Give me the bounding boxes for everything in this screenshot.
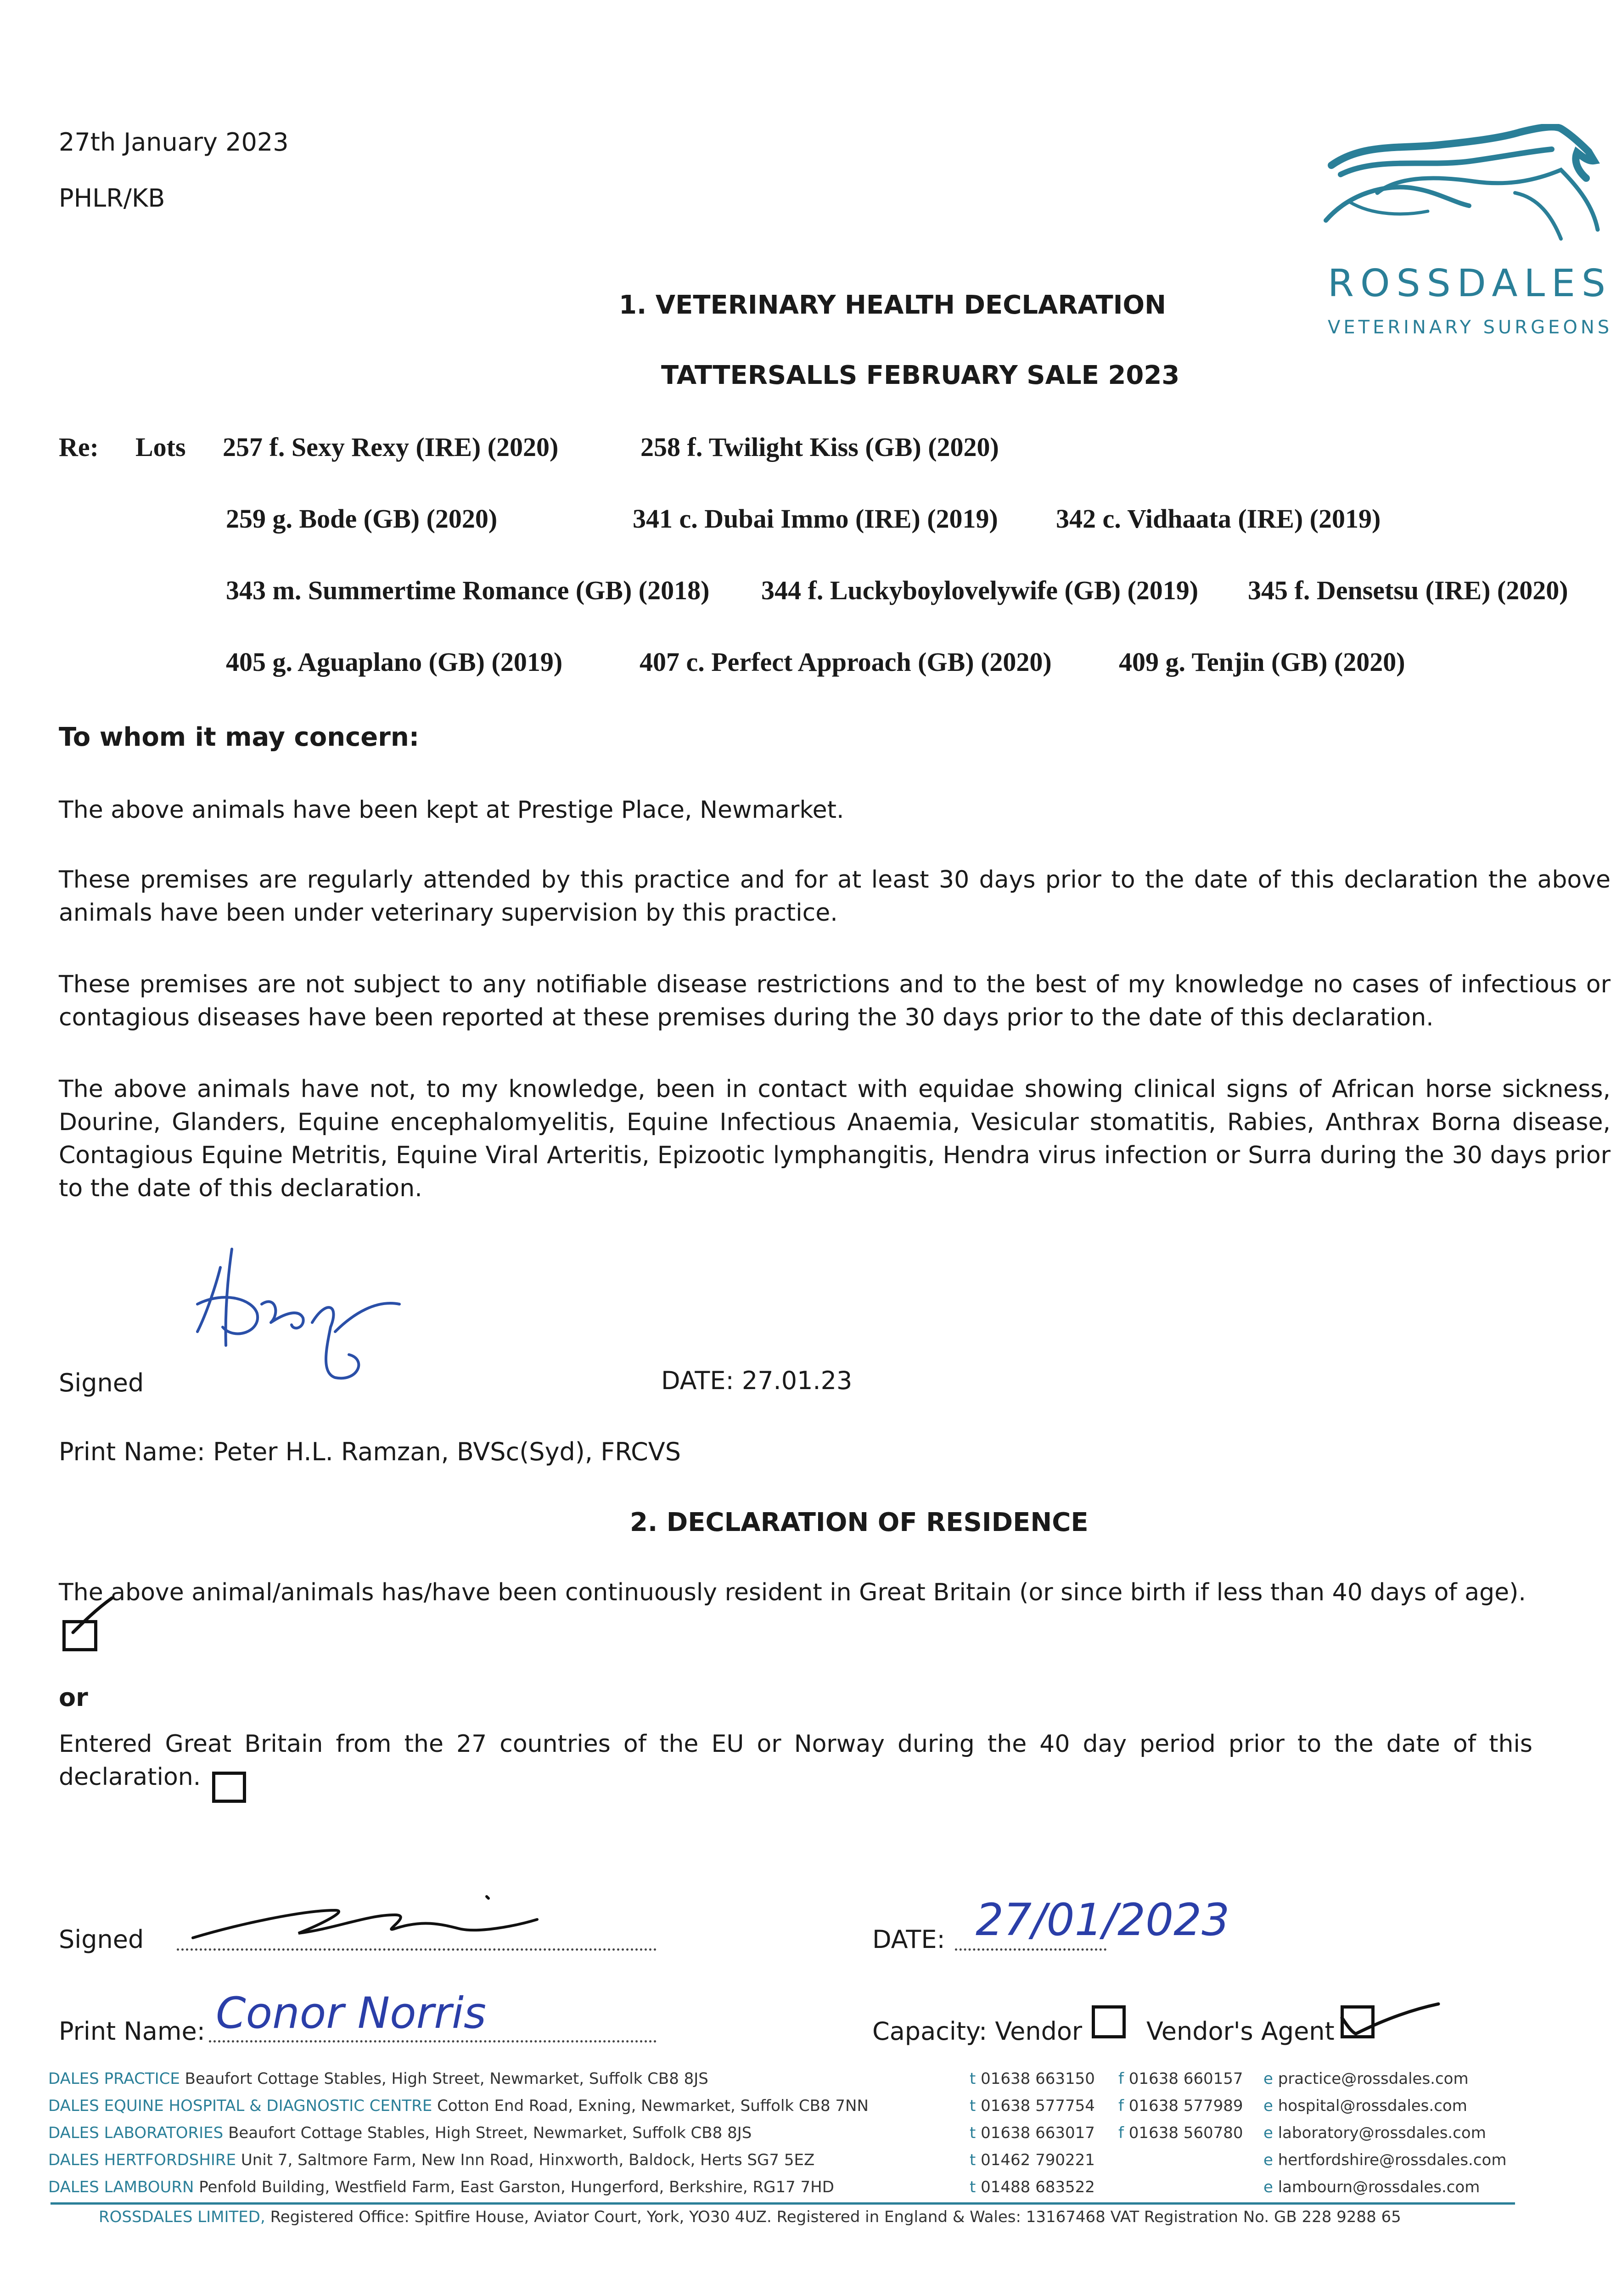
footer-address: Cotton End Road, Exning, Newmarket, Suffolk CB8 7NN [437, 2097, 869, 2115]
check-mark-icon [1337, 1990, 1443, 2045]
lot-item: 342 c. Vidhaata (IRE) (2019) [1056, 504, 1381, 534]
lot-item: 343 m. Summertime Romance (GB) (2018) [226, 575, 710, 605]
section1-heading: 1. VETERINARY HEALTH DECLARATION [619, 290, 1166, 320]
logo-wordmark: ROSSDALES [1328, 262, 1612, 305]
re-label: Re: [59, 432, 99, 462]
footer-tel [970, 2124, 1095, 2142]
or-label: or [59, 1683, 88, 1712]
email-value[interactable]: lambourn@rossdales.com [1278, 2178, 1480, 2196]
footer-tel [970, 2178, 1095, 2196]
residence-option-2-checkbox[interactable] [212, 1772, 246, 1803]
logo-subtitle: VETERINARY SURGEONS [1328, 317, 1613, 338]
footer-email[interactable] [1263, 2124, 1486, 2142]
fax-prefix: f [1118, 2097, 1124, 2115]
footer-address: Penfold Building, Westfield Farm, East Garston, Hungerford, Berkshire, RG17 7HD [199, 2178, 834, 2196]
footer-email[interactable] [1263, 2178, 1480, 2196]
email-prefix: e [1263, 2070, 1273, 2088]
lot-item: 407 c. Perfect Approach (GB) (2020) [640, 647, 1052, 677]
vendor-checkbox[interactable] [1092, 2005, 1126, 2038]
lot-item: 341 c. Dubai Immo (IRE) (2019) [633, 504, 998, 534]
vet-signature-date: DATE: 27.01.23 [661, 1366, 853, 1395]
footer-row [48, 2070, 708, 2088]
email-prefix: e [1263, 2178, 1273, 2196]
residence-option-2: Entered Great Britain from the 27 countries of the EU or Norway during the 40 day period prior to the date of this declaration. [59, 1730, 1532, 1791]
vendor-agent-checkbox[interactable] [1341, 2005, 1375, 2038]
tel-value: 01638 663017 [981, 2124, 1095, 2142]
tel-value: 01488 683522 [981, 2178, 1095, 2196]
footer-email[interactable] [1263, 2151, 1506, 2169]
vendor-signature [184, 1883, 542, 1952]
section1-subheading: TATTERSALLS FEBRUARY SALE 2023 [661, 360, 1180, 390]
fax-prefix: f [1118, 2070, 1124, 2088]
footer-row [48, 2178, 834, 2196]
tel-prefix: t [970, 2070, 976, 2088]
tel-prefix: t [970, 2097, 976, 2115]
footer-registered-text: Registered Office: Spitfire House, Aviator Court, York, YO30 4UZ. Registered in England & Wales: 13167468 VAT Registration No. GB 228 9288 65 [270, 2208, 1401, 2226]
residence-option-1: The above animal/animals has/have been continuously resident in Great Britain (or since birth if less than 40 days of age). [59, 1579, 1526, 1606]
vet-signature [188, 1240, 409, 1391]
footer-org: DALES LAMBOURN [48, 2178, 194, 2196]
paragraph: These premises are not subject to any notifiable disease restrictions and to the best of my knowledge no cases of infectious or contagious diseases have been reported at these premises during the 30 days prior to the date of this declaration. [59, 971, 1611, 1031]
capacity-vendor-label: Capacity: Vendor [872, 2017, 1083, 2046]
print-name-label: Print Name: [59, 2017, 205, 2046]
fax-value: 01638 577989 [1128, 2097, 1243, 2115]
check-mark-icon [68, 1596, 114, 1637]
footer-fax [1118, 2070, 1243, 2088]
lot-item: 344 f. Luckyboylovelywife (GB) (2019) [761, 575, 1199, 605]
residence-option-1-checkbox[interactable] [62, 1620, 97, 1651]
vet-print-name: Print Name: Peter H.L. Ramzan, BVSc(Syd), FRCVS [59, 1437, 681, 1466]
tel-value: 01638 577754 [981, 2097, 1095, 2115]
footer-fax [1118, 2124, 1243, 2142]
fax-value: 01638 660157 [1128, 2070, 1243, 2088]
rossdales-logo [1322, 124, 1616, 354]
lot-item: 345 f. Densetsu (IRE) (2020) [1248, 575, 1568, 605]
footer-address: Beaufort Cottage Stables, High Street, Newmarket, Suffolk CB8 8JS [185, 2070, 708, 2088]
footer-registered-org: ROSSDALES LIMITED, [99, 2208, 265, 2226]
email-value[interactable]: laboratory@rossdales.com [1278, 2124, 1486, 2142]
lot-item: 405 g. Aguaplano (GB) (2019) [226, 647, 563, 677]
lot-item: 258 f. Twilight Kiss (GB) (2020) [640, 432, 999, 462]
date-label: DATE: [872, 1925, 945, 1954]
footer-fax [1118, 2097, 1243, 2115]
footer-row [48, 2151, 814, 2169]
vendor-agent-label: Vendor's Agent [1146, 2017, 1335, 2046]
footer-org: DALES PRACTICE [48, 2070, 180, 2088]
lots-label: Lots [135, 432, 186, 462]
salutation: To whom it may concern: [59, 722, 420, 752]
lot-item: 409 g. Tenjin (GB) (2020) [1119, 647, 1405, 677]
fax-value: 01638 560780 [1128, 2124, 1243, 2142]
email-prefix: e [1263, 2097, 1273, 2115]
footer-address: Beaufort Cottage Stables, High Street, Newmarket, Suffolk CB8 8JS [228, 2124, 752, 2142]
footer-org: DALES HERTFORDSHIRE [48, 2151, 236, 2169]
paragraph: The above animals have been kept at Prestige Place, Newmarket. [59, 796, 844, 824]
handwritten-print-name: Conor Norris [216, 1988, 486, 2038]
section2-heading: 2. DECLARATION OF RESIDENCE [630, 1508, 1089, 1537]
footer-tel [970, 2070, 1095, 2088]
footer-row [48, 2124, 752, 2142]
footer-row [48, 2097, 869, 2115]
footer-tel [970, 2097, 1095, 2115]
fax-prefix: f [1118, 2124, 1124, 2142]
footer-address: Unit 7, Saltmore Farm, New Inn Road, Hinxworth, Baldock, Herts SG7 5EZ [241, 2151, 815, 2169]
email-prefix: e [1263, 2151, 1273, 2169]
footer-registration [99, 2208, 1401, 2226]
signed-label: Signed [59, 1925, 144, 1954]
letter-date: 27th January 2023 [59, 128, 289, 157]
footer-org: DALES LABORATORIES [48, 2124, 224, 2142]
letter-reference: PHLR/KB [59, 184, 165, 213]
email-value[interactable]: hertfordshire@rossdales.com [1278, 2151, 1507, 2169]
lot-item: 257 f. Sexy Rexy (IRE) (2020) [223, 432, 559, 462]
lot-item: 259 g. Bode (GB) (2020) [226, 504, 498, 534]
paragraph: These premises are regularly attended by this practice and for at least 30 days prior to the date of this declaration the above animals have been under veterinary supervision by this practice. [59, 866, 1611, 927]
handwritten-date: 27/01/2023 [976, 1894, 1230, 1946]
footer-email[interactable] [1263, 2097, 1467, 2115]
horse-logo-icon [1322, 124, 1616, 257]
email-prefix: e [1263, 2124, 1273, 2142]
footer-tel [970, 2151, 1095, 2169]
footer-email[interactable] [1263, 2070, 1469, 2088]
footer-org: DALES EQUINE HOSPITAL & DIAGNOSTIC CENTRE [48, 2097, 432, 2115]
tel-value: 01462 790221 [981, 2151, 1095, 2169]
tel-prefix: t [970, 2124, 976, 2142]
paragraph: The above animals have not, to my knowledge, been in contact with equidae showing clinical signs of African horse sickness, Dourine, Glanders, Equine encephalomyelitis, Equine Infectious Anaemia, Vesicular stomatitis, Rabies, Anthrax Borna disease, Contagious Equine Metritis, Equine Viral Arteritis, Epizootic lymphangitis, Hendra virus infection or Surra during the 30 days prior to the date of this declaration. [59, 1075, 1611, 1202]
email-value[interactable]: hospital@rossdales.com [1278, 2097, 1467, 2115]
tel-value: 01638 663150 [981, 2070, 1095, 2088]
email-value[interactable]: practice@rossdales.com [1278, 2070, 1469, 2088]
tel-prefix: t [970, 2151, 976, 2169]
signed-label: Signed [59, 1368, 144, 1397]
footer-divider [51, 2202, 1515, 2205]
tel-prefix: t [970, 2178, 976, 2196]
